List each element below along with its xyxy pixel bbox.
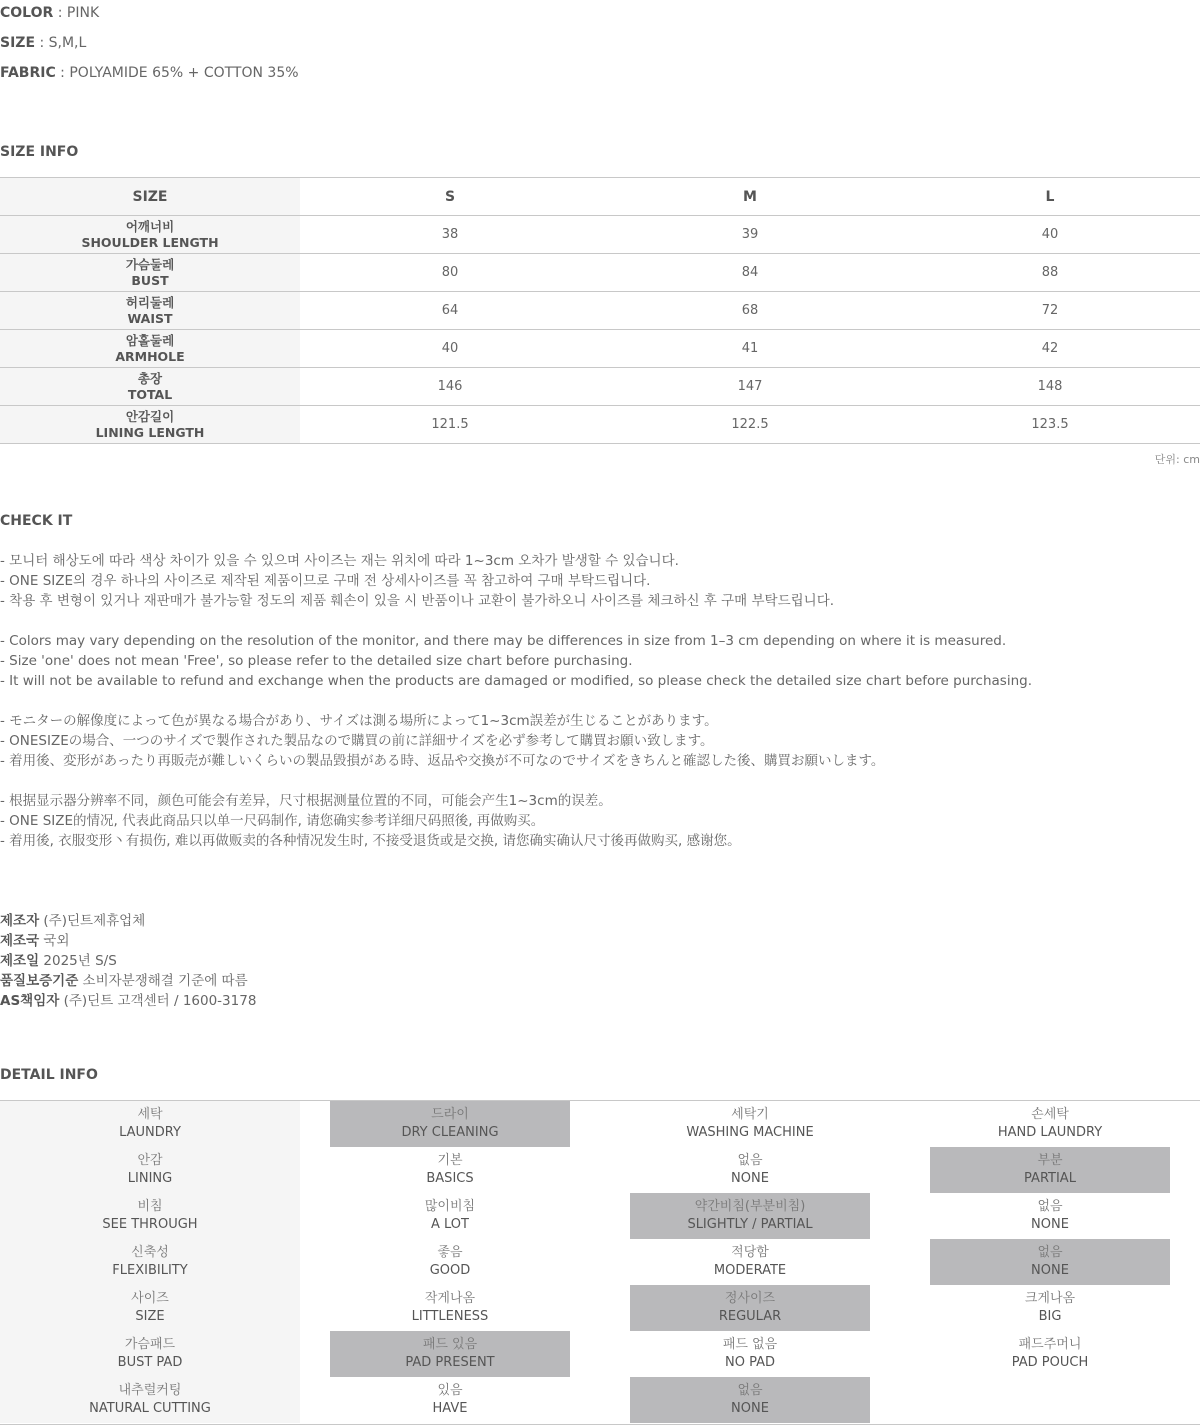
maker-key: 제조자	[0, 913, 40, 929]
detail-label-en: LINING	[127, 1171, 173, 1186]
detail-option-ko: 크게나옴	[1024, 1291, 1076, 1306]
spec-key: COLOR	[0, 5, 54, 21]
maker-line	[0, 911, 256, 931]
size-row-label	[0, 254, 300, 292]
spec-value: : POLYAMIDE 65% + COTTON 35%	[55, 65, 299, 81]
detail-option	[930, 1239, 1170, 1285]
note-line: - 着用後、変形があったり再販売が難しいくらいの製品毀損がある時、返品や交換が不可なのでサイズをきちんと確認した後、購買お願いします。	[0, 753, 885, 769]
detail-option-en: HAVE	[432, 1401, 468, 1416]
size-value: 123.5	[900, 406, 1200, 444]
size-value: 84	[600, 254, 900, 292]
size-value: 64	[300, 292, 600, 330]
spec-key: SIZE	[0, 35, 36, 51]
note-line: - 着用後, 衣服变形丶有损伤, 难以再做贩卖的各种情况发生时, 不接受退货或是交换, 请您确实确认尺寸後再做购买, 感谢您。	[0, 833, 741, 849]
detail-table	[0, 1100, 1200, 1425]
size-row	[0, 216, 1200, 254]
size-value: 40	[900, 216, 1200, 254]
size-row-label	[0, 368, 300, 406]
size-row	[0, 330, 1200, 368]
detail-label-ko: 세탁	[137, 1107, 163, 1122]
size-value: 38	[300, 216, 600, 254]
size-label-en: ARMHOLE	[115, 348, 185, 364]
size-value: 40	[300, 330, 600, 368]
detail-row	[0, 1147, 1200, 1193]
note-line: - モニターの解像度によって色が異なる場合があり、サイズは測る場所によって1~3cm誤差が生じることがあります。	[0, 713, 718, 729]
size-value: 148	[900, 368, 1200, 406]
detail-option-en: MODERATE	[713, 1263, 787, 1278]
detail-option-ko: 부분	[1037, 1153, 1063, 1168]
size-label-en: WAIST	[127, 310, 173, 326]
detail-label-ko: 비침	[137, 1199, 163, 1214]
size-header-label: SIZE	[0, 178, 300, 216]
spec-value: : S,M,L	[35, 35, 87, 51]
size-label-en: TOTAL	[127, 386, 173, 402]
note-line: - 모니터 해상도에 따라 색상 차이가 있을 수 있으며 사이즈는 재는 위치에 따라 1~3cm 오차가 발생할 수 있습니다.	[0, 553, 679, 569]
size-label-en: LINING LENGTH	[95, 424, 205, 440]
size-header-l: L	[900, 178, 1200, 216]
detail-label	[0, 1193, 300, 1239]
detail-option-ko: 적당함	[731, 1245, 769, 1260]
unit-label: 단위: cm	[1154, 453, 1200, 466]
size-label-ko: 가슴둘레	[125, 256, 175, 272]
size-row-label	[0, 216, 300, 254]
size-row	[0, 368, 1200, 406]
notes-chinese	[0, 791, 741, 851]
maker-key: 제조국	[0, 933, 40, 949]
detail-option	[330, 1193, 570, 1239]
detail-option-ko: 있음	[437, 1383, 463, 1398]
detail-option	[330, 1377, 570, 1423]
note-line: - Size 'one' does not mean 'Free', so please refer to the detailed size chart before purchasing.	[0, 653, 633, 669]
notes-japanese	[0, 711, 884, 771]
spec-color	[0, 5, 99, 21]
maker-value: (주)딘트 고객센터 / 1600-3178	[59, 993, 257, 1009]
detail-option-ko: 손세탁	[1031, 1107, 1069, 1122]
size-value: 88	[900, 254, 1200, 292]
maker-value: 소비자분쟁해결 기준에 따름	[78, 973, 248, 989]
size-table	[0, 177, 1200, 444]
size-row-label	[0, 330, 300, 368]
size-info-title: SIZE INFO	[0, 144, 79, 160]
maker-key: 품질보증기준	[0, 973, 79, 989]
detail-option-en: BIG	[1038, 1309, 1062, 1324]
detail-option-ko: 정사이즈	[724, 1291, 776, 1306]
size-row-label	[0, 406, 300, 444]
detail-option-ko: 패드주머니	[1018, 1337, 1082, 1352]
detail-option-ko: 좋음	[437, 1245, 463, 1260]
detail-option-ko: 패드 있음	[422, 1337, 478, 1352]
detail-label-en: BUST PAD	[117, 1355, 183, 1370]
size-value: 39	[600, 216, 900, 254]
maker-info	[0, 911, 256, 1011]
detail-option-en: SLIGHTLY / PARTIAL	[687, 1217, 813, 1232]
detail-option-en: GOOD	[429, 1263, 471, 1278]
detail-row	[0, 1285, 1200, 1331]
detail-option	[330, 1101, 570, 1147]
detail-option	[330, 1331, 570, 1377]
size-label-en: SHOULDER LENGTH	[81, 234, 219, 250]
size-value: 42	[900, 330, 1200, 368]
notes-english	[0, 631, 1032, 691]
detail-row	[0, 1193, 1200, 1239]
maker-value: 국외	[39, 933, 70, 949]
detail-option-en: NONE	[731, 1171, 769, 1186]
detail-label-en: SEE THROUGH	[102, 1217, 198, 1232]
detail-option-en: PAD POUCH	[1011, 1355, 1089, 1370]
size-header-m: M	[600, 178, 900, 216]
detail-label	[0, 1101, 300, 1147]
detail-option	[630, 1193, 870, 1239]
size-value: 147	[600, 368, 900, 406]
detail-label	[0, 1377, 300, 1423]
size-value: 72	[900, 292, 1200, 330]
maker-line	[0, 991, 256, 1011]
detail-option	[630, 1239, 870, 1285]
size-label-ko: 허리둘레	[125, 294, 175, 310]
spec-key: FABRIC	[0, 65, 56, 81]
detail-option-en: WASHING MACHINE	[686, 1125, 814, 1140]
detail-label	[0, 1331, 300, 1377]
detail-option-en: PARTIAL	[1024, 1171, 1076, 1186]
detail-option	[630, 1331, 870, 1377]
detail-label	[0, 1147, 300, 1193]
detail-option	[330, 1239, 570, 1285]
detail-option	[630, 1285, 870, 1331]
maker-line	[0, 931, 256, 951]
detail-option-ko: 패드 없음	[722, 1337, 778, 1352]
detail-row	[0, 1101, 1200, 1147]
note-line: - 根据显示器分辨率不同，颜色可能会有差异，尺寸根据测量位置的不同，可能会产生1~3cm的误差。	[0, 793, 612, 809]
note-line: - ONE SIZE의 경우 하나의 사이즈로 제작된 제품이므로 구매 전 상세사이즈를 꼭 참고하여 구매 부탁드립니다.	[0, 573, 651, 589]
size-value: 122.5	[600, 406, 900, 444]
detail-label	[0, 1285, 300, 1331]
maker-value: 2025년 S/S	[39, 953, 117, 969]
size-label-ko: 어깨너비	[125, 218, 175, 234]
detail-option	[930, 1193, 1170, 1239]
detail-option-en: LITTLENESS	[411, 1309, 489, 1324]
detail-info-title: DETAIL INFO	[0, 1067, 98, 1083]
detail-option-ko: 드라이	[431, 1107, 469, 1122]
detail-label-en: FLEXIBILITY	[112, 1263, 188, 1278]
detail-option-ko: 없음	[1037, 1199, 1063, 1214]
detail-label-en: LAUNDRY	[119, 1125, 181, 1140]
size-row	[0, 292, 1200, 330]
notes-korean	[0, 551, 834, 611]
note-line: - ONESIZEの場合、一つのサイズで製作された製品なので購買の前に詳細サイズを必ず参考して購買お願い致します。	[0, 733, 714, 749]
detail-label-ko: 내추럴커팅	[118, 1383, 182, 1398]
size-row	[0, 254, 1200, 292]
detail-row	[0, 1331, 1200, 1377]
detail-option-en: BASICS	[426, 1171, 474, 1186]
detail-option	[930, 1147, 1170, 1193]
detail-option-ko: 세탁기	[731, 1107, 769, 1122]
detail-option-ko: 없음	[1037, 1245, 1063, 1260]
detail-option-en: NONE	[731, 1401, 769, 1416]
detail-option-en: NONE	[1031, 1217, 1069, 1232]
detail-label-en: NATURAL CUTTING	[89, 1401, 211, 1416]
detail-label-ko: 안감	[137, 1153, 163, 1168]
detail-option-en: DRY CLEANING	[401, 1125, 499, 1140]
detail-label-en: SIZE	[135, 1309, 165, 1324]
size-label-en: BUST	[131, 272, 169, 288]
maker-line	[0, 971, 256, 991]
note-line: - Colors may vary depending on the resolution of the monitor, and there may be differences in size from 1–3 cm depending on where it is measured.	[0, 633, 1007, 649]
detail-option-ko: 없음	[737, 1383, 763, 1398]
detail-label	[0, 1239, 300, 1285]
size-label-ko: 안감길이	[125, 408, 175, 424]
detail-option-en: PAD PRESENT	[405, 1355, 495, 1370]
maker-key: 제조일	[0, 953, 40, 969]
detail-option-ko: 없음	[737, 1153, 763, 1168]
check-it-title: CHECK IT	[0, 513, 73, 529]
detail-row	[0, 1377, 1200, 1423]
size-value: 68	[600, 292, 900, 330]
size-table-header	[0, 178, 1200, 216]
size-value: 121.5	[300, 406, 600, 444]
detail-option	[330, 1285, 570, 1331]
size-value: 146	[300, 368, 600, 406]
detail-label-ko: 가슴패드	[124, 1337, 176, 1352]
detail-option-ko: 약간비침(부분비침)	[694, 1199, 806, 1214]
size-label-ko: 총장	[137, 370, 163, 386]
spec-value: : PINK	[53, 5, 100, 21]
size-row	[0, 406, 1200, 444]
detail-option	[630, 1147, 870, 1193]
detail-option	[930, 1331, 1170, 1377]
size-header-s: S	[300, 178, 600, 216]
detail-row	[0, 1239, 1200, 1285]
maker-value: (주)딘트제휴업체	[39, 913, 146, 929]
detail-option-en: A LOT	[431, 1217, 469, 1232]
detail-option-ko: 기본	[437, 1153, 463, 1168]
detail-option-en: HAND LAUNDRY	[997, 1125, 1103, 1140]
spec-fabric	[0, 65, 299, 81]
detail-label-ko: 신축성	[131, 1245, 169, 1260]
detail-option-ko: 작게나옴	[424, 1291, 476, 1306]
detail-option	[930, 1101, 1170, 1147]
detail-option-en: NONE	[1031, 1263, 1069, 1278]
size-row-label	[0, 292, 300, 330]
detail-label-ko: 사이즈	[131, 1291, 169, 1306]
size-value: 80	[300, 254, 600, 292]
detail-option	[630, 1377, 870, 1423]
size-label-ko: 암홀둘레	[125, 332, 175, 348]
detail-option-ko: 많이비침	[424, 1199, 476, 1214]
detail-option	[630, 1101, 870, 1147]
spec-size	[0, 35, 86, 51]
note-line: - It will not be available to refund and exchange when the products are damaged or modified, so please check the detailed size chart before purchasing.	[0, 673, 1032, 689]
detail-option	[930, 1285, 1170, 1331]
size-value: 41	[600, 330, 900, 368]
maker-key: AS책임자	[0, 993, 60, 1009]
maker-line	[0, 951, 256, 971]
detail-option	[330, 1147, 570, 1193]
detail-option-en: REGULAR	[718, 1309, 782, 1324]
detail-option-en: NO PAD	[724, 1355, 775, 1370]
note-line: - ONE SIZE的情况, 代表此商品只以单一尺码制作, 请您确实参考详细尺码照後, 再做购买。	[0, 813, 545, 829]
note-line: - 착용 후 변형이 있거나 재판매가 불가능할 정도의 제품 훼손이 있을 시 반품이나 교환이 불가하오니 사이즈를 체크하신 후 구매 부탁드립니다.	[0, 593, 835, 609]
